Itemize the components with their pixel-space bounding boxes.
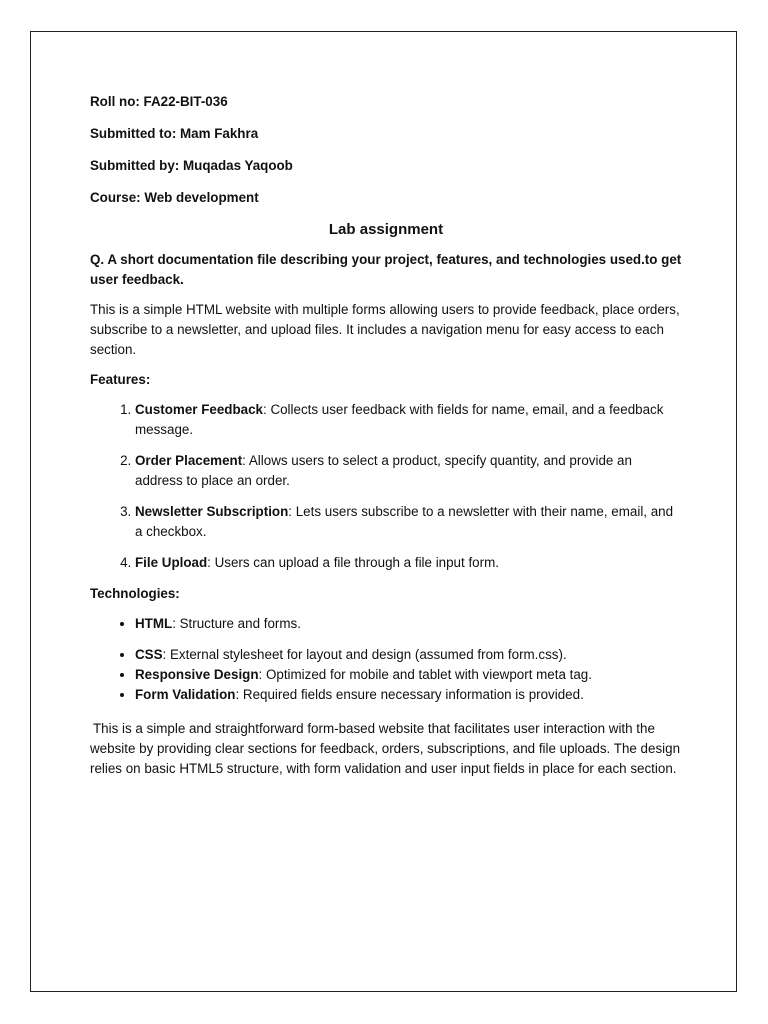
feature-term: Customer Feedback — [135, 402, 263, 417]
document-title: Lab assignment — [328, 221, 444, 238]
technology-item — [135, 665, 682, 685]
feature-desc: : Lets users subscribe to a newsletter with their name, email, and a checkbox. — [135, 504, 674, 539]
technology-desc: : Required fields ensure necessary information is provided. — [235, 687, 584, 702]
feature-desc: : Collects user feedback with fields for name, email, and a feedback message. — [135, 402, 664, 437]
technology-term: CSS — [135, 647, 163, 662]
feature-term: Newsletter Subscription — [135, 504, 289, 519]
roll-number: Roll no: FA22-BIT-036 — [90, 94, 228, 109]
course: Course: Web development — [90, 190, 259, 205]
technology-term: HTML — [135, 616, 173, 631]
features-list — [90, 400, 682, 573]
technology-item — [135, 645, 682, 665]
technologies-list — [90, 614, 682, 705]
feature-desc: : Allows users to select a product, specify quantity, and provide an address to place an order. — [135, 453, 632, 488]
technology-item — [135, 614, 682, 634]
technology-term: Form Validation — [135, 687, 236, 702]
document-body — [90, 92, 682, 779]
question: Q. A short documentation file describing your project, features, and technologies used.to get user feedback. — [90, 252, 682, 287]
features-heading: Features: — [90, 372, 151, 387]
submitted-to: Submitted to: Mam Fakhra — [90, 126, 259, 141]
feature-term: Order Placement — [135, 453, 243, 468]
feature-item — [135, 400, 682, 440]
feature-item — [135, 502, 682, 542]
intro-paragraph: This is a simple HTML website with multiple forms allowing users to provide feedback, place orders, subscribe to a newsletter, and upload files. It includes a navigation menu for easy access to each section. — [90, 302, 680, 357]
feature-desc: : Users can upload a file through a file input form. — [207, 555, 499, 570]
technology-term: Responsive Design — [135, 667, 259, 682]
feature-item — [135, 451, 682, 491]
technology-desc: : External stylesheet for layout and design (assumed from form.css). — [162, 647, 567, 662]
closing-paragraph: This is a simple and straightforward form-based website that facilitates user interaction with the website by providing clear sections for feedback, orders, subscriptions, and file uploads. The design relies on basic HTML5 structure, with form validation and user input fields in place for each section. — [90, 721, 681, 776]
technology-desc: : Structure and forms. — [172, 616, 301, 631]
technology-item — [135, 685, 682, 705]
feature-item — [135, 553, 682, 573]
technology-desc: : Optimized for mobile and tablet with viewport meta tag. — [258, 667, 592, 682]
feature-term: File Upload — [135, 555, 208, 570]
submitted-by: Submitted by: Muqadas Yaqoob — [90, 158, 293, 173]
technologies-heading: Technologies: — [90, 586, 180, 601]
